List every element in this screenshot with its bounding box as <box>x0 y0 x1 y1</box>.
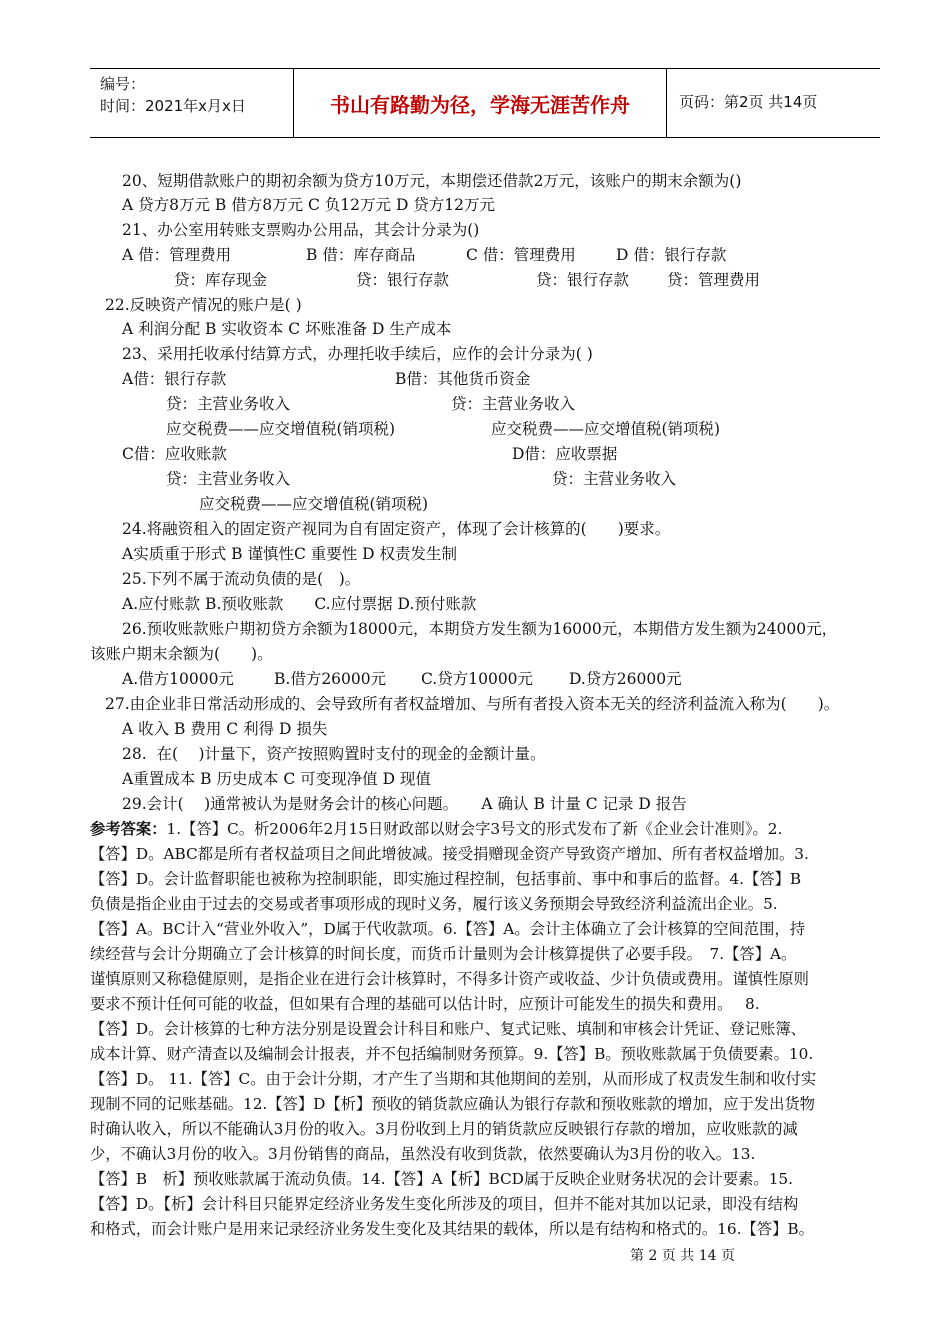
question-23-option-a: A借：银行存款 <box>122 370 227 388</box>
answer-line-5: 【答】A。BC计入“营业外收入”，D属于代收款项。6.【答】A。会计主体确立了会计核算的空间范围，持 <box>90 920 805 938</box>
answer-line-3: 【答】D。会计监督职能也被称为控制职能，即实施过程控制，包括事前、事中和事后的监督。4.【答】B <box>90 870 802 888</box>
answer-line-8: 要求不预计任何可能的收益，但如果有合理的基础可以估计时，应预计可能发生的损失和费用。 8. <box>90 995 760 1013</box>
question-26-option-a: A.借方10000元 <box>122 670 234 688</box>
question-28-options: A重置成本 B 历史成本 C 可变现净值 D 现值 <box>122 770 431 788</box>
question-24: 24.将融资租入的固定资产视同为自有固定资产，体现了会计核算的( )要求。 <box>122 520 671 538</box>
page-header <box>90 68 880 138</box>
question-23-option-c: C借：应收账款 <box>122 445 227 463</box>
question-23-option-a-tax: 应交税费——应交增值税(销项税) <box>166 420 396 438</box>
answer-line-4: 负债是指企业由于过去的交易或者事项形成的现时义务，履行该义务预期会导致经济利益流出企业。5. <box>90 895 778 913</box>
document-number: 编号： <box>100 75 146 93</box>
question-27: 27.由企业非日常活动形成的、会导致所有者权益增加、与所有者投入资本无关的经济利益流入称为( )。 <box>105 695 840 713</box>
answers-heading: 参考答案： <box>90 820 167 838</box>
header-meta <box>90 69 294 137</box>
question-24-options: A实质重于形式 B 谨慎性C 重要性 D 权责发生制 <box>122 545 458 563</box>
answer-line-7: 谨慎原则又称稳健原则，是指企业在进行会计核算时，不得多计资产或收益、少计负债或费用。谨慎性原则 <box>90 970 809 988</box>
answer-line-14: 少，不确认3月份的收入。3月份销售的商品，虽然没有收到货款，依然要确认为3月份的收入。13. <box>90 1145 756 1163</box>
question-20-options: A 贷方8万元 B 借方8万元 C 负12万元 D 贷方12万元 <box>122 196 496 214</box>
question-26-option-d: D.贷方26000元 <box>569 670 682 688</box>
page-footer: 第 2 页 共 14 页 <box>630 1248 735 1264</box>
question-20: 20、短期借款账户的期初余额为贷方10万元，本期偿还借款2万元，该账户的期末余额为() <box>122 172 742 190</box>
answer-line-17: 和格式，而会计账户是用来记录经济业务发生变化及其结果的载体，所以是有结构和格式的。16.【答】B。 <box>90 1220 814 1238</box>
question-26: 26.预收账款账户期初贷方余额为18000元，本期贷方发生额为16000元，本期借方发生额为24000元， <box>122 620 838 638</box>
header-page-box <box>666 69 881 137</box>
answer-line-6: 续经营与会计分期确立了会计核算的时间长度，而货币计量则为会计核算提供了必要手段。 7.【答】A。 <box>90 945 797 963</box>
question-21-option-c-credit: 贷：银行存款 <box>536 271 630 289</box>
answer-line-11: 【答】D。 11.【答】C。由于会计分期，才产生了当期和其他期间的差别，从而形成了权责发生制和收付实 <box>90 1070 817 1088</box>
header-page-number: 页码：第2页 共14页 <box>679 93 818 111</box>
question-21-option-a: A 借：管理费用 <box>122 246 232 264</box>
header-motto: 书山有路勤为径，学海无涯苦作舟 <box>330 93 630 117</box>
question-21-option-b-credit: 贷：银行存款 <box>356 271 450 289</box>
question-26-continued: 该账户期末余额为( )。 <box>90 645 273 663</box>
question-22: 22.反映资产情况的账户是( ) <box>105 296 302 314</box>
question-21-option-c: C 借：管理费用 <box>466 246 576 264</box>
question-23-option-b: B借：其他货币资金 <box>395 370 531 388</box>
question-23-option-c-tax: 应交税费——应交增值税(销项税) <box>199 495 429 513</box>
question-26-option-c: C.贷方10000元 <box>421 670 534 688</box>
answer-line-1: 参考答案：1.【答】C。析2006年2月15日财政部以财会字3号文的形式发布了新《企业会计准则》。2. <box>90 820 783 838</box>
question-23: 23、采用托收承付结算方式，办理托收手续后，应作的会计分录为( ) <box>122 345 593 363</box>
question-23-option-b-tax: 应交税费——应交增值税(销项税) <box>491 420 721 438</box>
question-28: 28. 在( )计量下，资产按照购置时支付的现金的金额计量。 <box>122 745 546 763</box>
question-29: 29.会计( )通常被认为是财务会计的核心问题。 A 确认 B 计量 C 记录 D 报告 <box>122 795 687 813</box>
question-23-option-b-credit: 贷：主营业务收入 <box>451 395 576 413</box>
question-21-option-d-credit: 贷：管理费用 <box>667 271 761 289</box>
answer-line-15: 【答】B 析】预收账款属于流动负债。14.【答】A【析】BCD属于反映企业财务状况的会计要素。15. <box>90 1170 794 1188</box>
answer-line-13: 时确认收入，所以不能确认3月份的收入。3月份收到上月的销货款应反映银行存款的增加，应收账款的减 <box>90 1120 798 1138</box>
answer-line-2: 【答】D。ABC都是所有者权益项目之间此增彼减。接受捐赠现金资产导致资产增加、所有者权益增加。3. <box>90 845 809 863</box>
question-25-options: A.应付账款 B.预收账款 C.应付票据 D.预付账款 <box>122 595 477 613</box>
question-23-option-a-credit: 贷：主营业务收入 <box>166 395 291 413</box>
question-21: 21、办公室用转账支票购办公用品，其会计分录为() <box>122 221 480 239</box>
answer-line-10: 成本计算、财产清查以及编制会计报表，并不包括编制财务预算。9.【答】B。预收账款属于负债要素。10. <box>90 1045 814 1063</box>
question-21-option-b: B 借：库存商品 <box>306 246 416 264</box>
answer-line-12: 现制不同的记账基础。12.【答】D【析】预收的销货款应确认为银行存款和预收账款的增加，应于发出货物 <box>90 1095 815 1113</box>
question-25: 25.下列不属于流动负债的是( )。 <box>122 570 361 588</box>
question-22-options: A 利润分配 B 实收资本 C 坏账准备 D 生产成本 <box>122 320 452 338</box>
question-23-option-d-credit: 贷：主营业务收入 <box>552 470 677 488</box>
question-23-option-c-credit: 贷：主营业务收入 <box>166 470 291 488</box>
question-23-option-d: D借：应收票据 <box>512 445 618 463</box>
answer-line-16: 【答】D。【析】会计科目只能界定经济业务发生变化所涉及的项目，但并不能对其加以记录，即没有结构 <box>90 1195 799 1213</box>
question-26-option-b: B.借方26000元 <box>274 670 387 688</box>
answer-line-9: 【答】D。会计核算的七种方法分别是设置会计科目和账户、复式记账、填制和审核会计凭证、登记账簿、 <box>90 1020 806 1038</box>
document-time: 时间：2021年x月x日 <box>100 97 246 115</box>
question-21-option-a-credit: 贷：库存现金 <box>174 271 268 289</box>
question-21-option-d: D 借：银行存款 <box>616 246 727 264</box>
question-27-options: A 收入 B 费用 C 利得 D 损失 <box>122 720 328 738</box>
